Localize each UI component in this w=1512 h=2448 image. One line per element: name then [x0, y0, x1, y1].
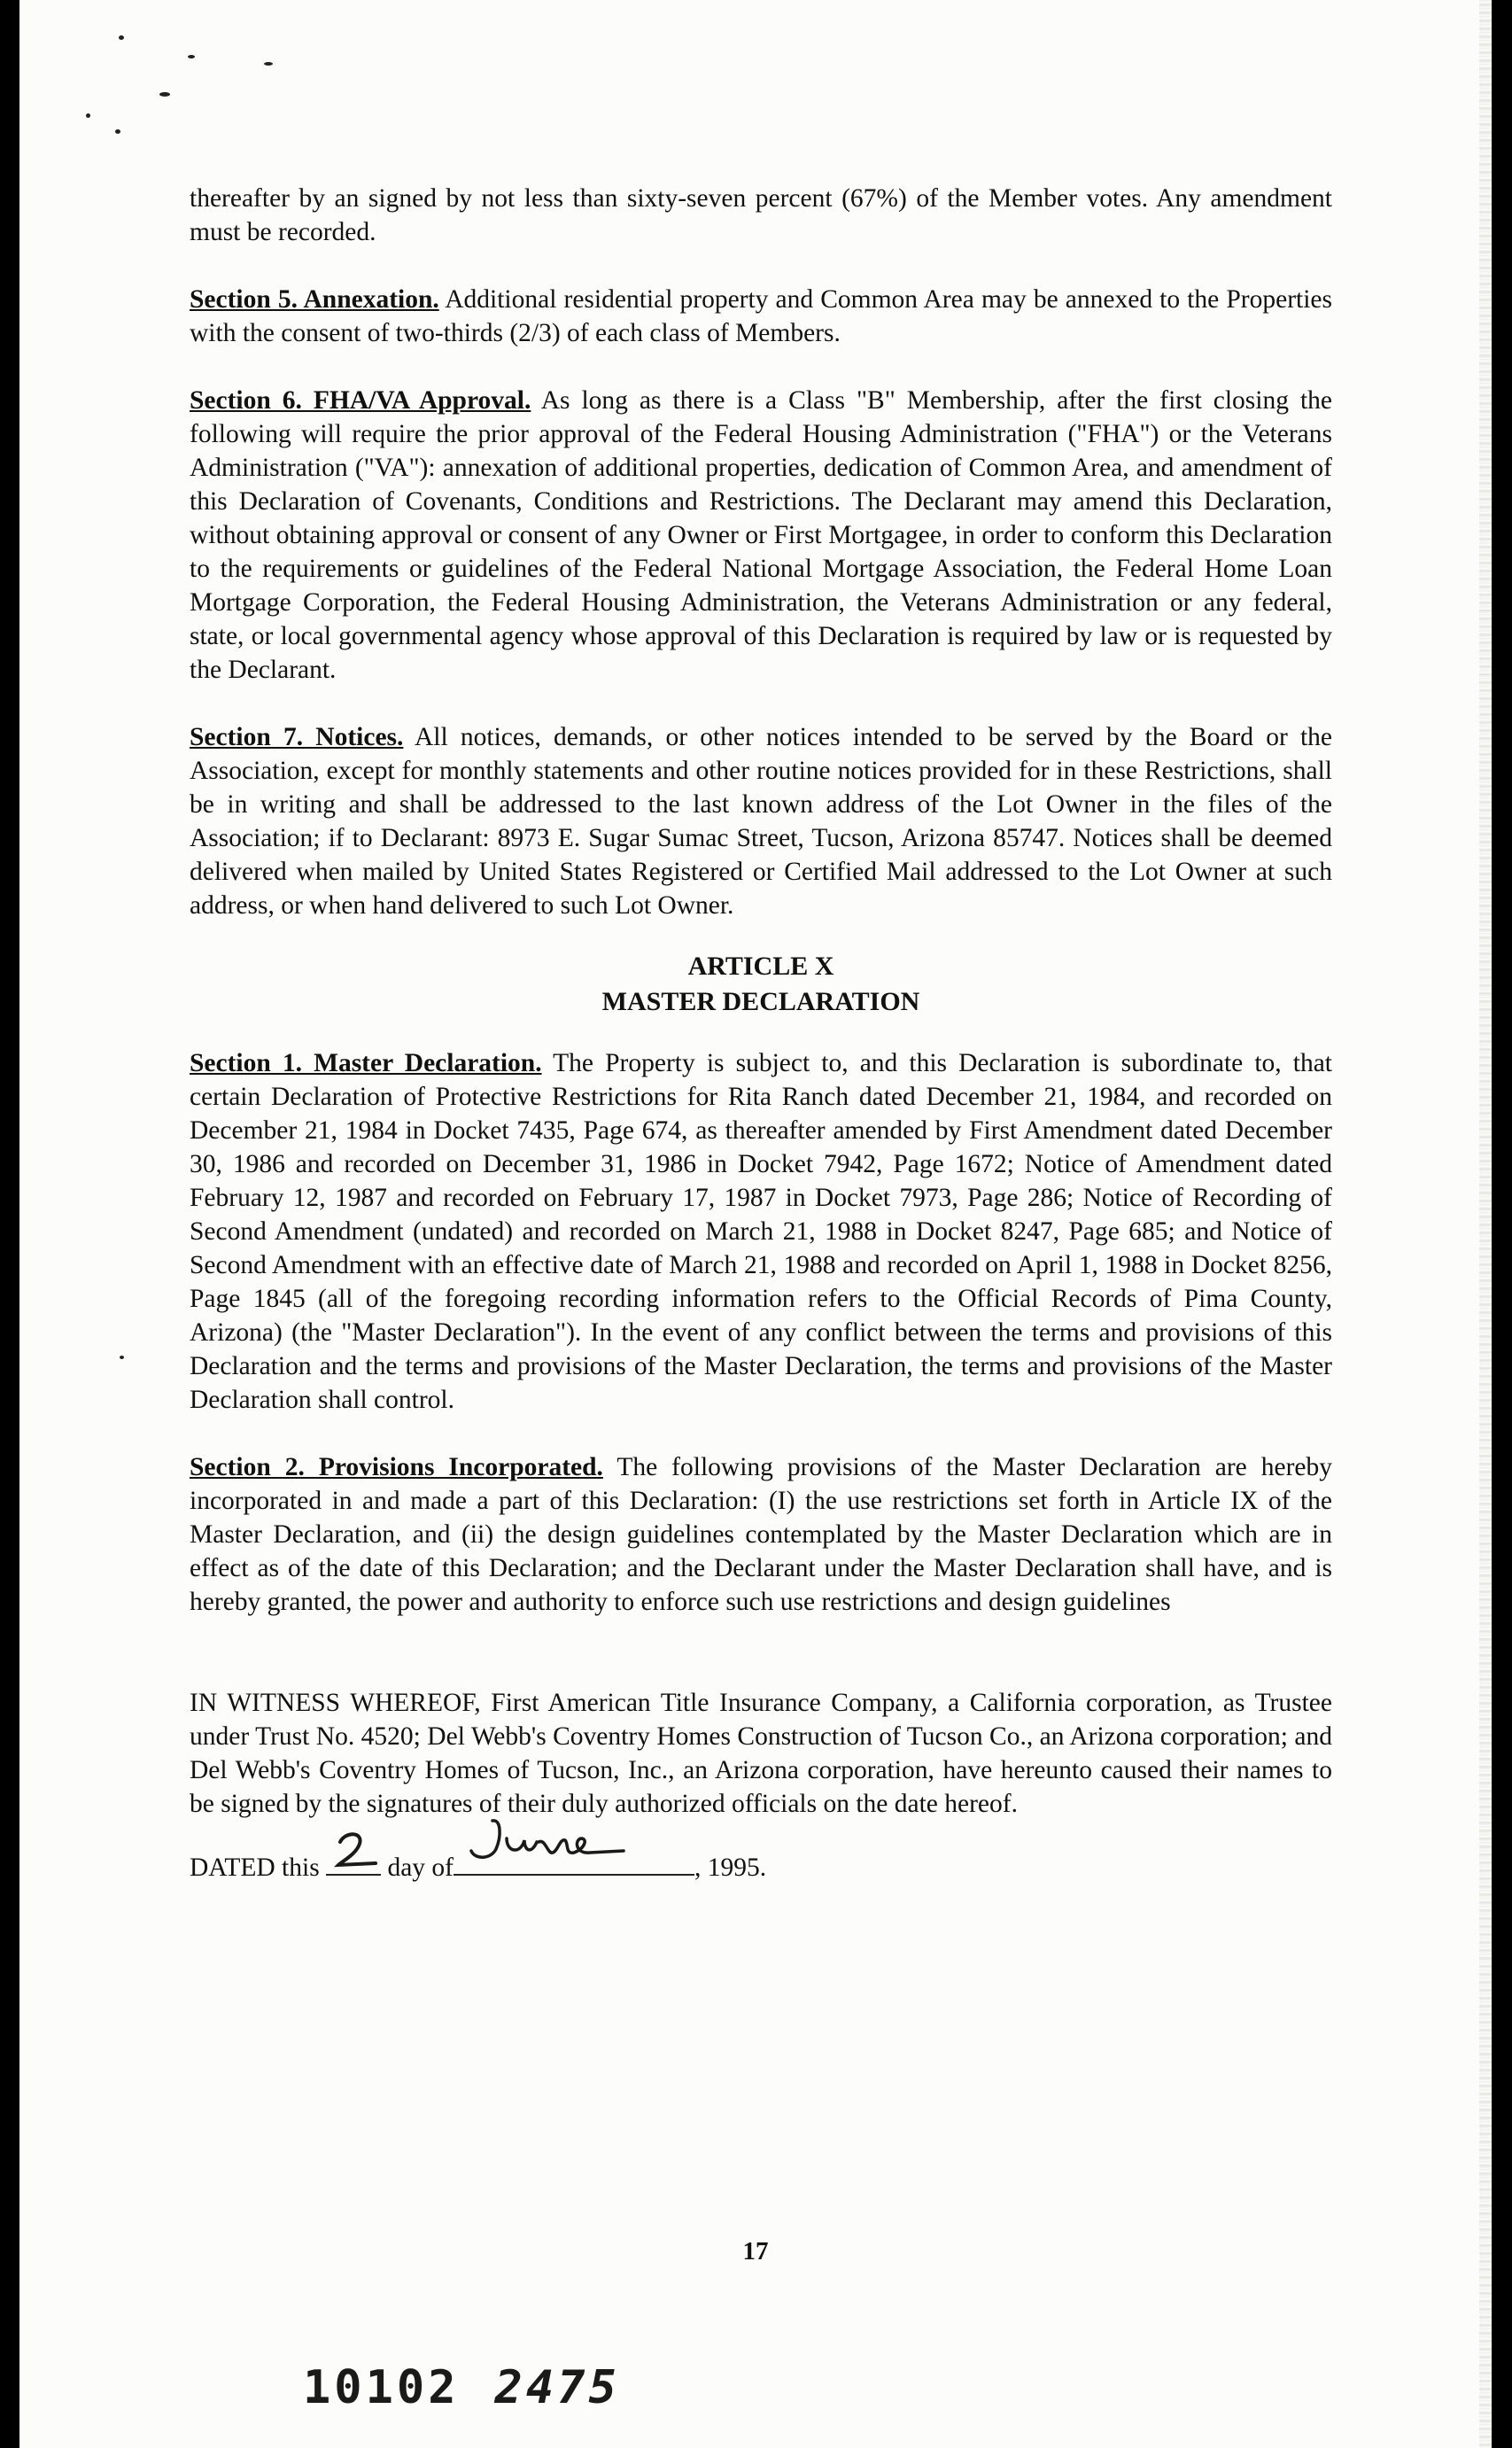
- scan-speck: [159, 92, 170, 97]
- day-blank: [326, 1847, 381, 1876]
- dated-prefix: DATED this: [190, 1853, 320, 1882]
- dated-line: [190, 1847, 1332, 1885]
- docket-stamp: [303, 2361, 620, 2414]
- sections-part1: [190, 283, 1332, 922]
- scan-speck: [120, 1356, 124, 1359]
- stamp-docket-number: 10102: [303, 2361, 460, 2414]
- witness-paragraph: IN WITNESS WHEREOF, First American Title Insurance Company, a California corporation, as Trustee under Trust No. 4520; Del Webb's Coventry Homes Construction of Tucson Co., an Arizona corporation; and Del Webb's Coventry Homes of Tucson, Inc., an Arizona corporation, have hereunto caused their names to be signed by the signatures of their duly authorized officials on the date hereof.: [190, 1689, 1332, 1818]
- dated-middle: day of: [387, 1853, 454, 1882]
- section-7-paragraph: [190, 720, 1332, 922]
- master-section-1-paragraph: [190, 1046, 1332, 1417]
- page-number: 17: [742, 2237, 769, 2265]
- document-body: [190, 182, 1332, 1885]
- continuation-paragraph: thereafter by an signed by not less than sixty-seven percent (67%) of the Member votes. Any amendment must be recorded.: [190, 184, 1332, 246]
- scan-speck: [119, 35, 124, 40]
- section-6-heading: Section 6. FHA/VA Approval.: [190, 386, 531, 415]
- sections-part2: [190, 1046, 1332, 1619]
- document-page: [19, 0, 1492, 2448]
- dated-day-value: [326, 1847, 327, 1848]
- dated-suffix: , 1995.: [694, 1853, 767, 1882]
- month-blank: [454, 1847, 694, 1876]
- master-section-1-heading: Section 1. Master Declaration.: [190, 1049, 542, 1077]
- master-section-2-paragraph: [190, 1450, 1332, 1619]
- section-5-heading: Section 5. Annexation.: [190, 285, 439, 314]
- section-5-text: Additional residential property and Common Area may be annexed to the Properties with the consent of two-thirds (2/3) of each class of Members.: [190, 285, 1332, 347]
- section-6-paragraph: [190, 384, 1332, 687]
- section-7-text: All notices, demands, or other notices intended to be served by the Board or the Association, except for monthly statements and other routine notices provided for in these Restrictions, shall be in writing and shall be addressed to the last known address of the Lot Owner in the files of the Association; if to Declarant: 8973 E. Sugar Sumac Street, Tucson, Arizona 85747. Notices shall be deemed delivered when mailed by United States Registered or Certified Mail addressed to the Lot Owner at such address, or when hand delivered to such Lot Owner.: [190, 723, 1333, 920]
- section-6-text: As long as there is a Class "B" Membership, after the first closing the following will require the prior approval of the Federal Housing Administration ("FHA") or the Veterans Administration ("VA"): annexation of additional properties, dedication of Common Area, and amendment of this Declaration of Covenants, Conditions and Restrictions. The Declarant may amend this Declaration, without obtaining approval or consent of any Owner or First Mortgagee, in order to conform this Declaration to the requirements or guidelines of the Federal National Mortgage Association, the Federal Home Loan Mortgage Corporation, the Federal Housing Administration, the Veterans Administration or any federal, state, or local governmental agency whose approval of this Declaration is required by law or is requested by the Declarant.: [190, 386, 1332, 684]
- article-number: ARTICLE X: [687, 952, 834, 981]
- scan-speck: [86, 113, 90, 118]
- section-7-heading: Section 7. Notices.: [190, 723, 404, 751]
- stamp-page-number: 2475: [494, 2361, 620, 2414]
- master-section-2-text: The following provisions of the Master Declaration are hereby incorporated in and made a part of this Declaration: (I) the use restrictions set forth in Article IX of the Master Declaration, and (ii) the design guidelines contemplated by the Master Declaration which are in effect as of the date of this Declaration; and the Declarant under the Master Declaration shall have, and is hereby granted, the power and authority to enforce such use restrictions and design guidelines: [190, 1453, 1332, 1616]
- section-5-paragraph: [190, 283, 1332, 350]
- scan-edge-artifact: [1479, 0, 1492, 2448]
- scan-speck: [188, 55, 195, 58]
- scan-speck: [264, 62, 273, 66]
- master-section-1-text: The Property is subject to, and this Declaration is subordinate to, that certain Declaration of Protective Restrictions for Rita Ranch dated December 21, 1984, and recorded on December 21, 1984 in Docket 7435, Page 674, as thereafter amended by First Amendment dated December 30, 1986 and recorded on December 31, 1986 in Docket 7942, Page 1672; Notice of Amendment dated February 12, 1987 and recorded on February 17, 1987 in Docket 7973, Page 286; Notice of Recording of Second Amendment (undated) and recorded on March 21, 1988 in Docket 8247, Page 685; and Notice of Second Amendment with an effective date of March 21, 1988 and recorded on April 1, 1988 in Docket 8256, Page 1845 (all of the foregoing recording information refers to the Official Records of Pima County, Arizona) (the "Master Declaration"). In the event of any conflict between the terms and provisions of this Declaration and the terms and provisions of the Master Declaration, the terms and provisions of the Master Declaration shall control.: [190, 1049, 1332, 1414]
- master-section-2-heading: Section 2. Provisions Incorporated.: [190, 1453, 603, 1481]
- scan-speck: [115, 129, 120, 134]
- article-title: MASTER DECLARATION: [601, 987, 920, 1016]
